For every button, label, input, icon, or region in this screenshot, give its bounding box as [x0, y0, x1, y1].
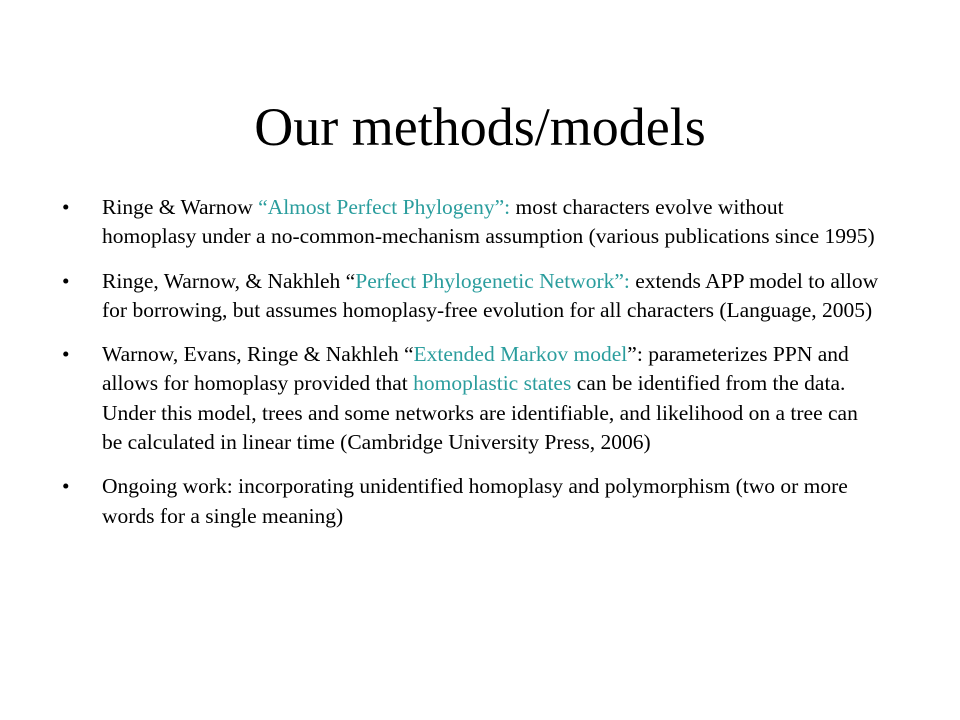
bullet-item — [62, 193, 882, 252]
bullet-text: extends APP model to allow for borrowing, but assumes homoplasy-free evolution for all characters (Language, 2005) — [102, 268, 879, 322]
highlighted-text: homoplastic states — [413, 371, 572, 396]
bullet-text: Ongoing work: incorporating unidentified homoplasy and polymorphism (two or more words for a single meaning) — [102, 474, 848, 528]
bullet-symbol: • — [62, 342, 70, 367]
bullet-item — [62, 340, 882, 457]
bullet-list — [62, 193, 882, 546]
bullet-item — [62, 472, 882, 531]
bullet-text: ”: parameterizes PPN and allows for homoplasy provided that — [102, 342, 849, 396]
highlighted-text: Extended Markov model — [413, 342, 628, 367]
bullet-text: Ringe & Warnow — [102, 195, 259, 219]
bullet-symbol: • — [62, 474, 70, 499]
bullet-text: can be identified from the data. Under this model, trees and some networks are identifiable, and likelihood on a tree can be calculated in linear time (Cambridge University Press, 2006) — [102, 371, 858, 455]
bullet-item — [62, 267, 882, 326]
bullet-text: Ringe, Warnow, & Nakhleh “ — [102, 268, 356, 293]
bullet-symbol: • — [62, 268, 70, 293]
bullet-text: most characters evolve without homoplasy under a no-common-mechanism assumption (various publications since 1995) — [102, 195, 875, 249]
highlighted-text: “Almost Perfect Phylogeny”: — [258, 195, 516, 219]
bullet-symbol: • — [62, 195, 70, 219]
bullet-text: Warnow, Evans, Ringe & Nakhleh “ — [102, 342, 414, 367]
highlighted-text: Perfect Phylogenetic Network”: — [355, 268, 636, 293]
slide-title: Our methods/models — [254, 97, 706, 157]
